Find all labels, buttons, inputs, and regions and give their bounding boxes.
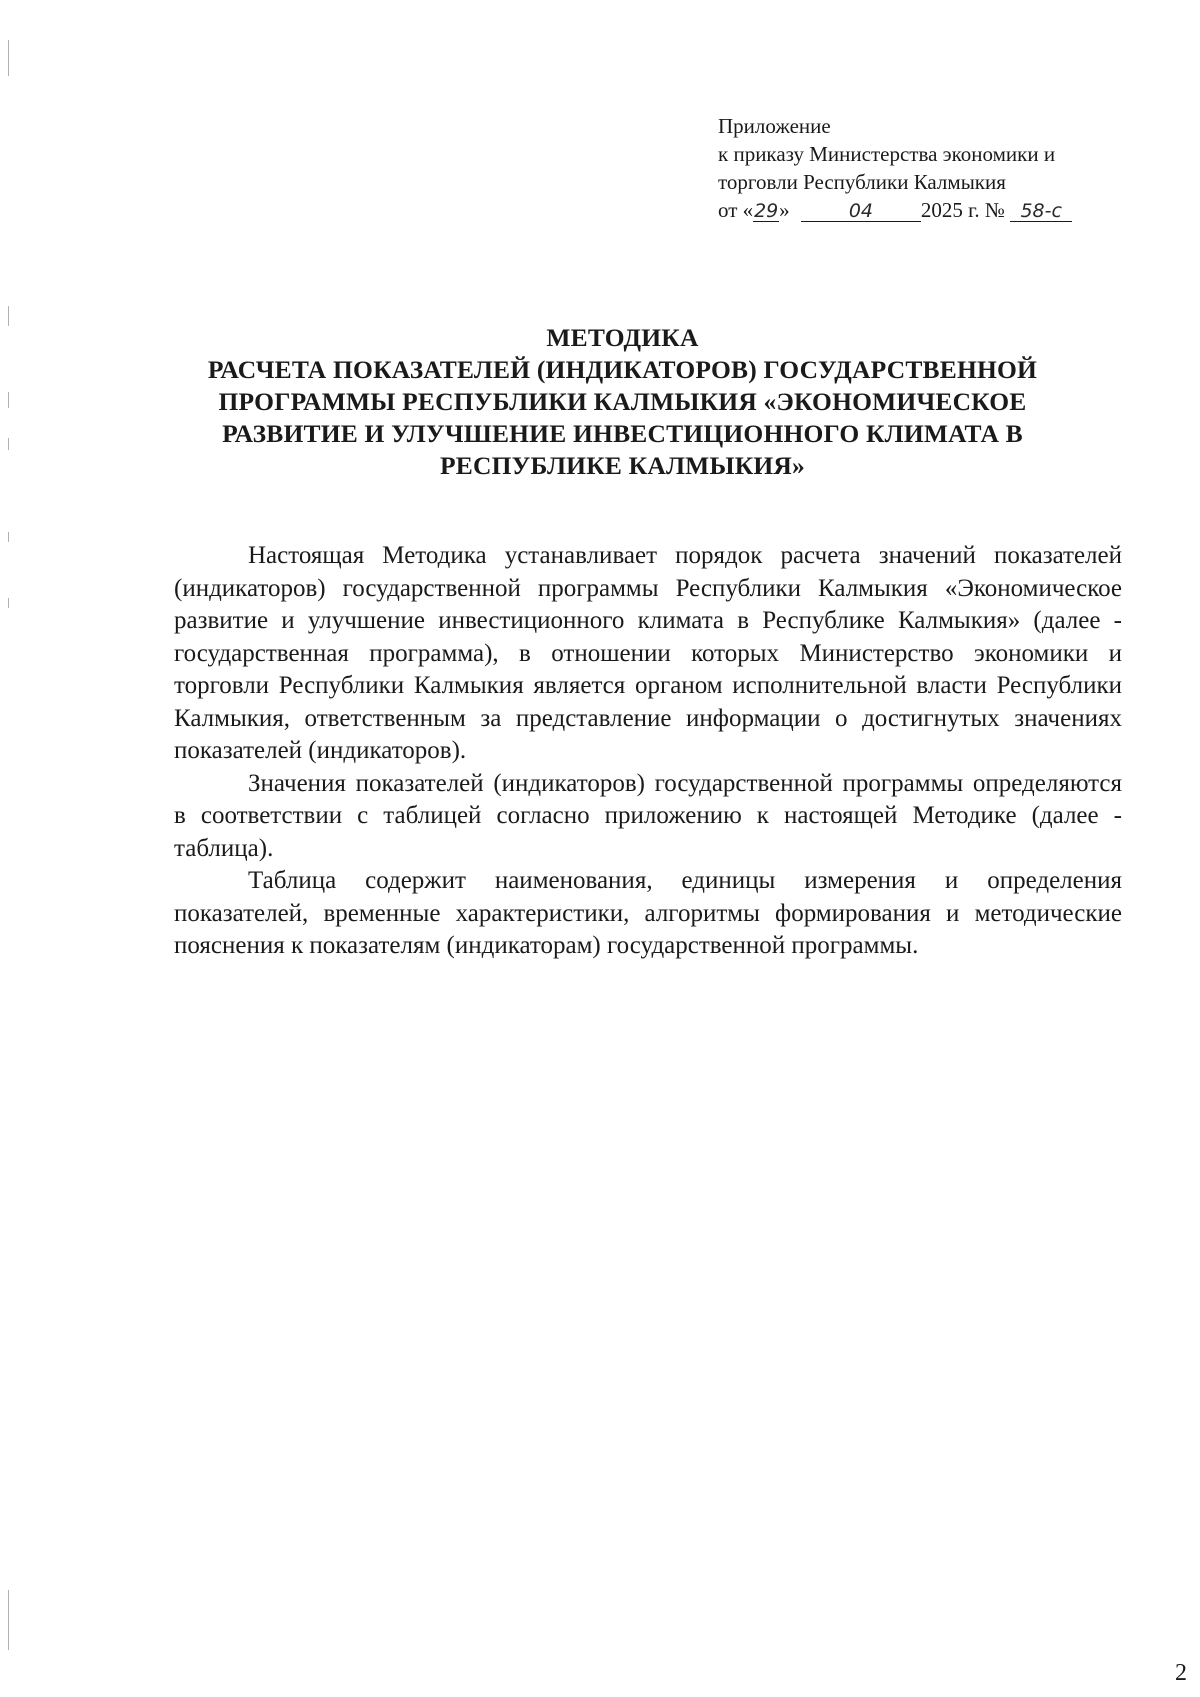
scan-edge-mark	[8, 598, 9, 608]
body-paragraph: Настоящая Методика устанавливает порядок расчета значений показателей (индикаторов) государственной программы Республики Калмыкия «Экономическое развитие и улучшение инвестиционного климата в Республике Калмыкия» (далее - государственная программа), в отношении которых Министерство экономики и торговли Республики Калмыкия является органом исполнительной власти Республики Калмыкия, ответственным за представление информации о достигнутых значениях показателей (индикаторов).	[174, 542, 1122, 764]
title-line: РАСЧЕТА ПОКАЗАТЕЛЕЙ (ИНДИКАТОРОВ) ГОСУДАРСТВЕННОЙ	[207, 355, 1038, 384]
date-prefix: от «	[718, 198, 754, 222]
document-body	[174, 540, 1122, 963]
scan-edge-mark	[8, 392, 9, 408]
scan-edge-mark	[8, 306, 9, 326]
page-number: 2	[1175, 1660, 1187, 1686]
document-title	[130, 322, 1115, 482]
appendix-title: Приложение	[718, 114, 831, 138]
date-day: 29	[754, 200, 779, 222]
appendix-order-reference: к приказу Министерства экономики и	[718, 142, 1056, 166]
date-year: 2025 г. №	[920, 198, 1005, 222]
title-line: ПРОГРАММЫ РЕСПУБЛИКИ КАЛМЫКИЯ «ЭКОНОМИЧЕСКОЕ	[218, 387, 1027, 416]
body-paragraph: Таблица содержит наименования, единицы измерения и определения показателей, временные характеристики, алгоритмы формирования и методические пояснения к показателям (индикаторам) государственной программы.	[174, 867, 1122, 959]
scan-edge-mark	[8, 40, 9, 76]
body-paragraph: Значения показателей (индикаторов) государственной программы определяются в соответствии с таблицей согласно приложению к настоящей Методике (далее - таблица).	[174, 769, 1122, 862]
title-line: МЕТОДИКА	[546, 323, 699, 352]
scan-edge-mark	[8, 1590, 9, 1650]
title-line: РАЗВИТИЕ И УЛУЧШЕНИЕ ИНВЕСТИЦИОННОГО КЛИМАТА В	[222, 419, 1023, 448]
appendix-header	[718, 112, 1138, 224]
date-mid: »	[779, 198, 790, 222]
appendix-ministry: торговли Республики Калмыкия	[718, 170, 1006, 194]
date-month: 04	[801, 201, 921, 222]
scan-edge-mark	[8, 438, 9, 450]
scan-edge-mark	[8, 532, 9, 542]
title-line: РЕСПУБЛИКЕ КАЛМЫКИЯ»	[440, 451, 805, 480]
order-number: 58-с	[1010, 201, 1072, 222]
appendix-date-line	[718, 196, 1138, 224]
